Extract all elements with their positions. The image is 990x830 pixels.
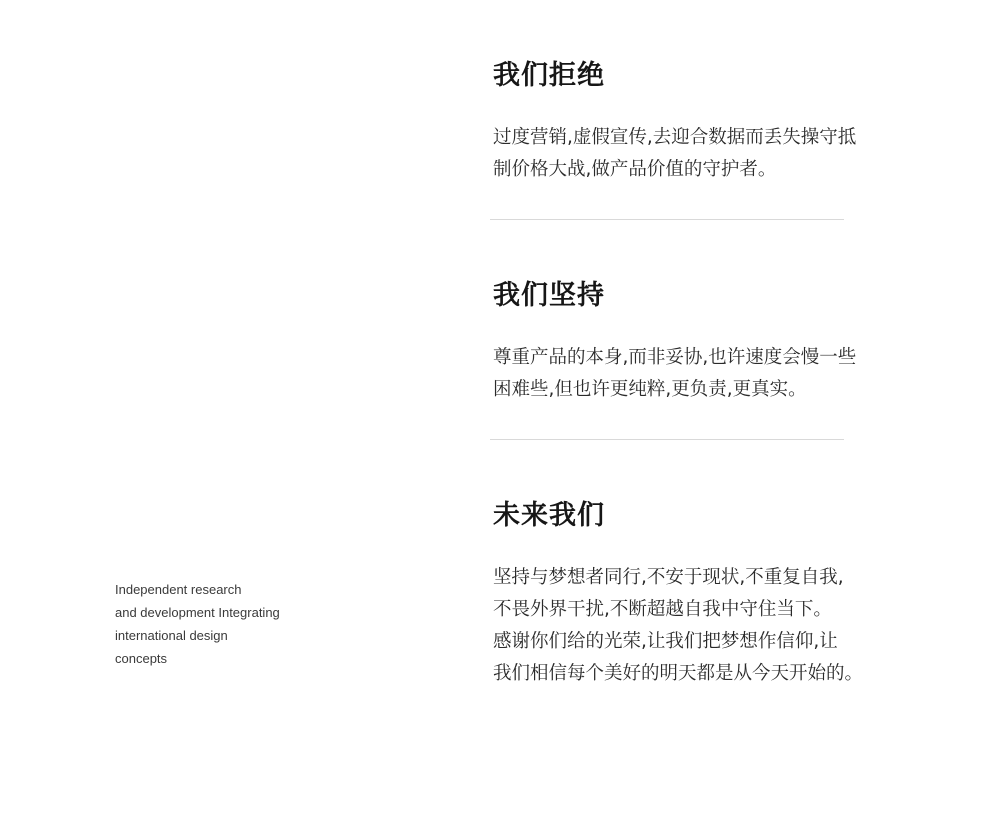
body-line: 尊重产品的本身,而非妥协,也许速度会慢一些 <box>493 347 857 368</box>
section-title: 未来我们 <box>493 500 605 531</box>
section-title: 我们坚持 <box>493 280 605 311</box>
body-line: 感谢你们给的光荣,让我们把梦想作信仰,让 <box>493 631 838 652</box>
body-line: 坚持与梦想者同行,不安于现状,不重复自我, <box>493 567 844 588</box>
section-body <box>493 562 913 690</box>
tagline-line: Independent research <box>115 582 242 597</box>
section-we-persist <box>493 278 913 406</box>
body-line: 困难些,但也许更纯粹,更负责,更真实。 <box>493 379 807 400</box>
section-title: 我们拒绝 <box>493 60 605 91</box>
body-line: 我们相信每个美好的明天都是从今天开始的。 <box>493 663 864 684</box>
section-divider <box>490 219 844 220</box>
body-line: 制价格大战,做产品价值的守护者。 <box>493 159 777 180</box>
tagline-line: concepts <box>115 651 168 666</box>
tagline-line: and development Integrating <box>115 605 280 620</box>
left-tagline <box>115 578 345 670</box>
body-line: 不畏外界干扰,不断超越自我中守住当下。 <box>493 599 832 620</box>
section-we-reject <box>493 58 913 186</box>
section-divider <box>490 439 844 440</box>
section-body <box>493 122 913 186</box>
section-body <box>493 342 913 406</box>
body-line: 过度营销,虚假宣传,去迎合数据而丢失操守抵 <box>493 127 857 148</box>
section-future-us <box>493 498 913 690</box>
tagline-line: international design <box>115 628 228 643</box>
